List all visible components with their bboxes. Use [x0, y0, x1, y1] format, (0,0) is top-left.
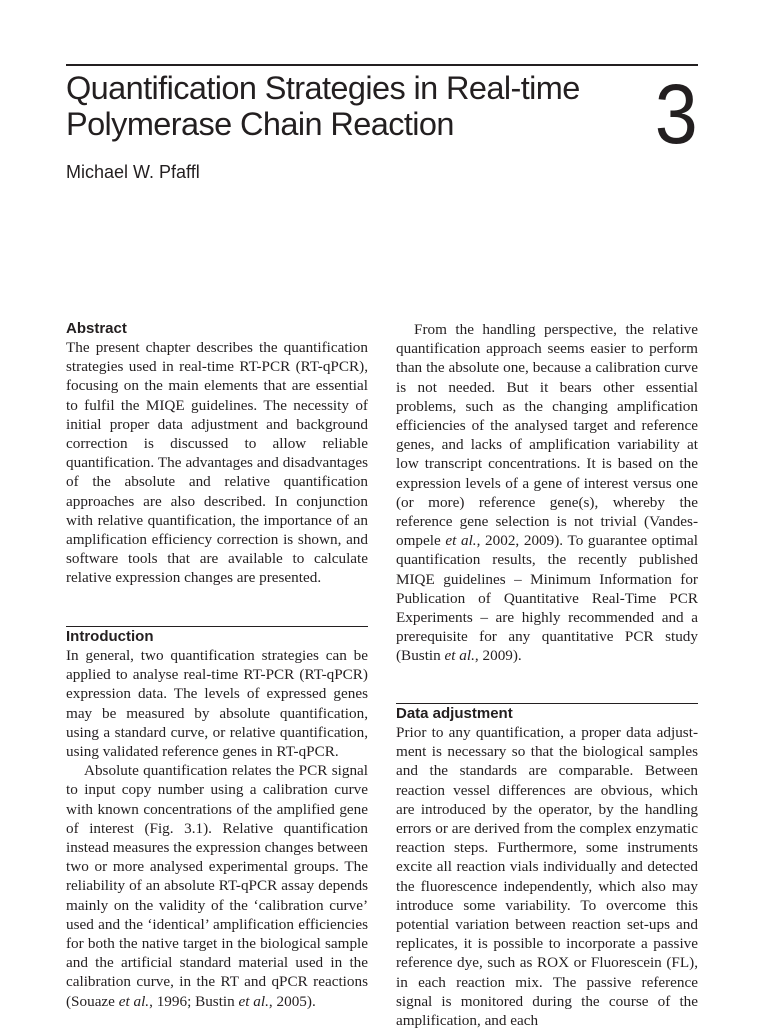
data-adjustment-heading: Data adjustment — [396, 705, 513, 722]
chapter-top-rule — [66, 64, 698, 66]
relative-quantification-section — [396, 320, 698, 666]
abstract-heading: Abstract — [66, 320, 127, 337]
chapter-author: Michael W. Pfaffl — [66, 162, 200, 182]
relative-quantification-paragraph: From the handling perspective, the relative quantification approach seems easier to perform than the absolute one, because a calibration curve is not needed. But it bears other essential problems, such as the changing amplification efficiencies of the analysed target and reference genes, and lacks of amplification variability at low transcript concentrations. It is based on the expression levels of a gene of interest versus one (or more) reference gene(s), whereby the reference gene selection is not trivial (Vandesompele et al., 2002, 2009). To guarantee optimal quantification results, the recently published MIQE guidelines – Minimum Information for Publication of Quantitative Real-Time PCR Experiments – are highly recommended and a prerequisite for any quantitative PCR study (Bustin et al., 2009). — [396, 321, 699, 665]
chapter-number: 3 — [655, 67, 698, 161]
chapter-title-line-2: Polymerase Chain Reaction — [66, 106, 454, 142]
introduction-paragraph-2: Absolute quantification relates the PCR signal to input copy number using a calibration curve with known concentrations of the amplified gene of interest (Fig. 3.1). Relative quantification instead measures the expression changes between two or more analysed experimental groups. The reliability of an absolute RT-qPCR assay depends mainly on the validity of the ‘calibration curve’ used and the ‘identical’ amplification efficiencies for both the native target in the biological sample and the artificial standard material used in the calibration curve, in the RT and qPCR reactions (Souaze et al., 1996; Bustin et al., 2005). — [66, 762, 368, 1010]
data-adjustment-section — [396, 704, 698, 1030]
introduction-paragraph-1: In general, two quantification strategies can be applied to analyse real-time RT-PCR (RT-qPCR) expression data. The levels of expressed genes may be measured by absolute quantification, using a standard curve, or relative quantification, using validated reference genes in RT-qPCR. — [66, 647, 368, 761]
abstract-section — [66, 319, 368, 588]
introduction-heading: Introduction — [66, 628, 154, 645]
abstract-text: The present chapter describes the quantification strategies used in real-time RT-PCR (RT-qPCR), focusing on the main elements that are essential to fulfil the MIQE guidelines. The necessity of initial proper data adjustment and background correction is discussed to allow reliable quantification. The advantages and disadvantages of the absolute and relative quantification approaches are also described. In conjunction with relative quantification, the importance of an amplification efficiency correction is shown, and software tools that are available to calculate relative expression changes are presented. — [66, 339, 368, 587]
chapter-title — [66, 70, 626, 142]
introduction-section — [66, 627, 368, 1011]
chapter-title-line-1: Quantification Strategies in Real-time — [66, 70, 580, 106]
data-adjustment-text: Prior to any quantification, a proper data adjustment is necessary so that the biological samples and the standards are comparable. Between reaction vessel differences are obvious, which are introduced by the operator, by the handling errors or are derived from the complex enzymatic reaction steps. Furthermore, some instruments excite all reaction vials individually and detected the fluorescence independently, which also may introduce some variability. To overcome this potential variation between reaction set-ups and replicates, it is possible to incorporate a passive reference dye, such as ROX or Fluorescein (FL), in each reaction mix. The passive reference signal is monitored during the course of the amplification, and each — [396, 724, 698, 1030]
